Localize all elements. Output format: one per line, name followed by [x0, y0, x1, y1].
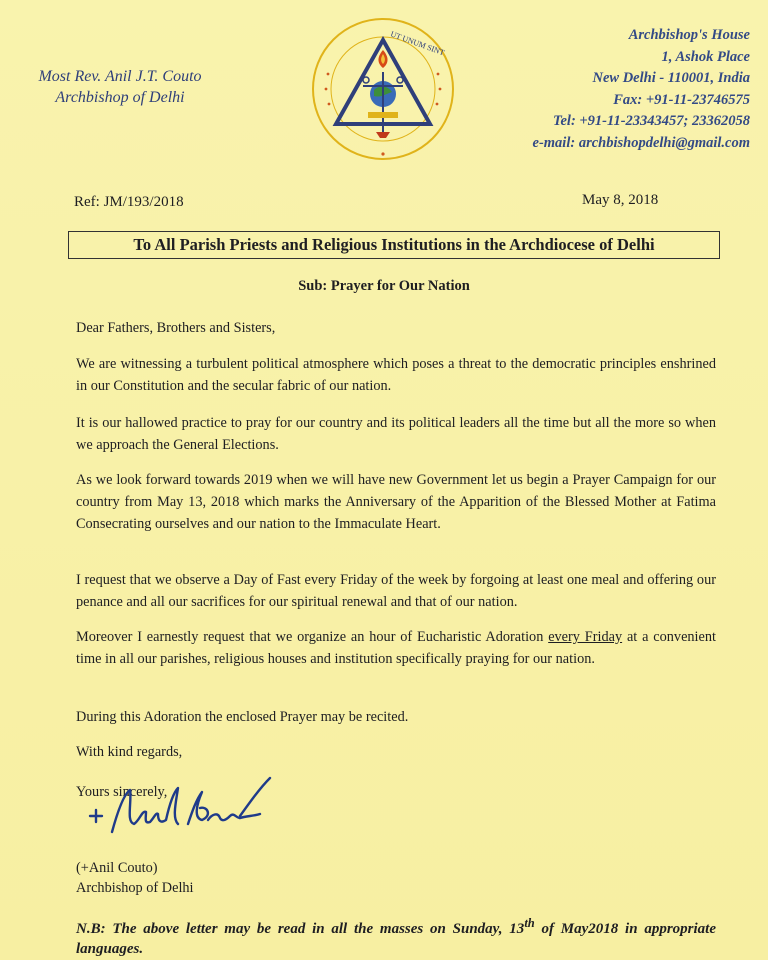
addressee-box: To All Parish Priests and Religious Institutions in the Archdiocese of Delhi — [68, 231, 720, 259]
nota-bene-start: N.B: The above letter may be read in all the masses on Sunday, 13 — [76, 921, 525, 937]
paragraph-4: I request that we observe a Day of Fast every Friday of the week by forgoing at least one meal and offering our penance and all our sacrifices for our spiritual renewal and that of our nation. — [76, 572, 716, 610]
reference-number: Ref: JM/193/2018 — [74, 194, 184, 210]
address-line-2: 1, Ashok Place — [661, 48, 750, 65]
yours-sincerely: Yours sincerely, — [76, 784, 168, 800]
sender-title: Archbishop of Delhi — [55, 89, 185, 106]
closing-regards: With kind regards, — [76, 744, 183, 760]
subject-line: Sub: Prayer for Our Nation — [298, 278, 470, 294]
signatory-name: (+Anil Couto) — [76, 860, 158, 876]
email-address: e-mail: archbishopdelhi@gmail.com — [532, 134, 750, 151]
nota-bene-end: of May2018 in appropriate languages. — [76, 921, 717, 957]
seal-motto: UT UNUM SINT — [389, 29, 446, 58]
signatory-title: Archbishop of Delhi — [76, 880, 194, 896]
nota-bene — [76, 913, 716, 959]
sender-name: Most Rev. Anil J.T. Couto — [38, 68, 202, 85]
archdiocese-seal-logo — [308, 14, 458, 164]
handwritten-signature — [84, 772, 284, 846]
fax-number: Fax: +91-11-23746575 — [613, 91, 750, 108]
address-line-3: New Delhi - 110001, India — [592, 70, 750, 86]
letter-date: May 8, 2018 — [582, 192, 659, 208]
paragraph-5-end: at a convenient time in all our parishes, religious houses and institution specifically praying for our nation. — [76, 629, 716, 667]
paragraph-1: We are witnessing a turbulent political atmosphere which poses a threat to the democratic principles enshrined in our Constitution and the secular fabric of our nation. — [76, 356, 716, 394]
address-block — [450, 25, 750, 154]
address-line-1: Archbishop's House — [628, 27, 750, 43]
salutation: Dear Fathers, Brothers and Sisters, — [76, 320, 276, 336]
nota-bene-sup: th — [524, 916, 535, 930]
paragraph-3: As we look forward towards 2019 when we will have new Government let us begin a Prayer Campaign for our country from May 13, 2018 which marks the Anniversary of the Apparition of the Blessed Mother at Fatima Consecrating ourselves and our nation to the Immaculate Heart. — [76, 472, 716, 532]
underlined-every-friday: every Friday — [548, 629, 623, 645]
telephone-numbers: Tel: +91-11-23343457; 23362058 — [552, 113, 750, 129]
paragraph-6: During this Adoration the enclosed Prayer may be recited. — [76, 709, 409, 725]
paragraph-2: It is our hallowed practice to pray for our country and its political leaders all the time but all the more so when we approach the General Elections. — [76, 415, 716, 453]
paragraph-5 — [76, 626, 716, 670]
paragraph-5-start: Moreover I earnestly request that we organize an hour of Eucharistic Adoration — [76, 629, 549, 645]
sender-block — [20, 66, 220, 108]
